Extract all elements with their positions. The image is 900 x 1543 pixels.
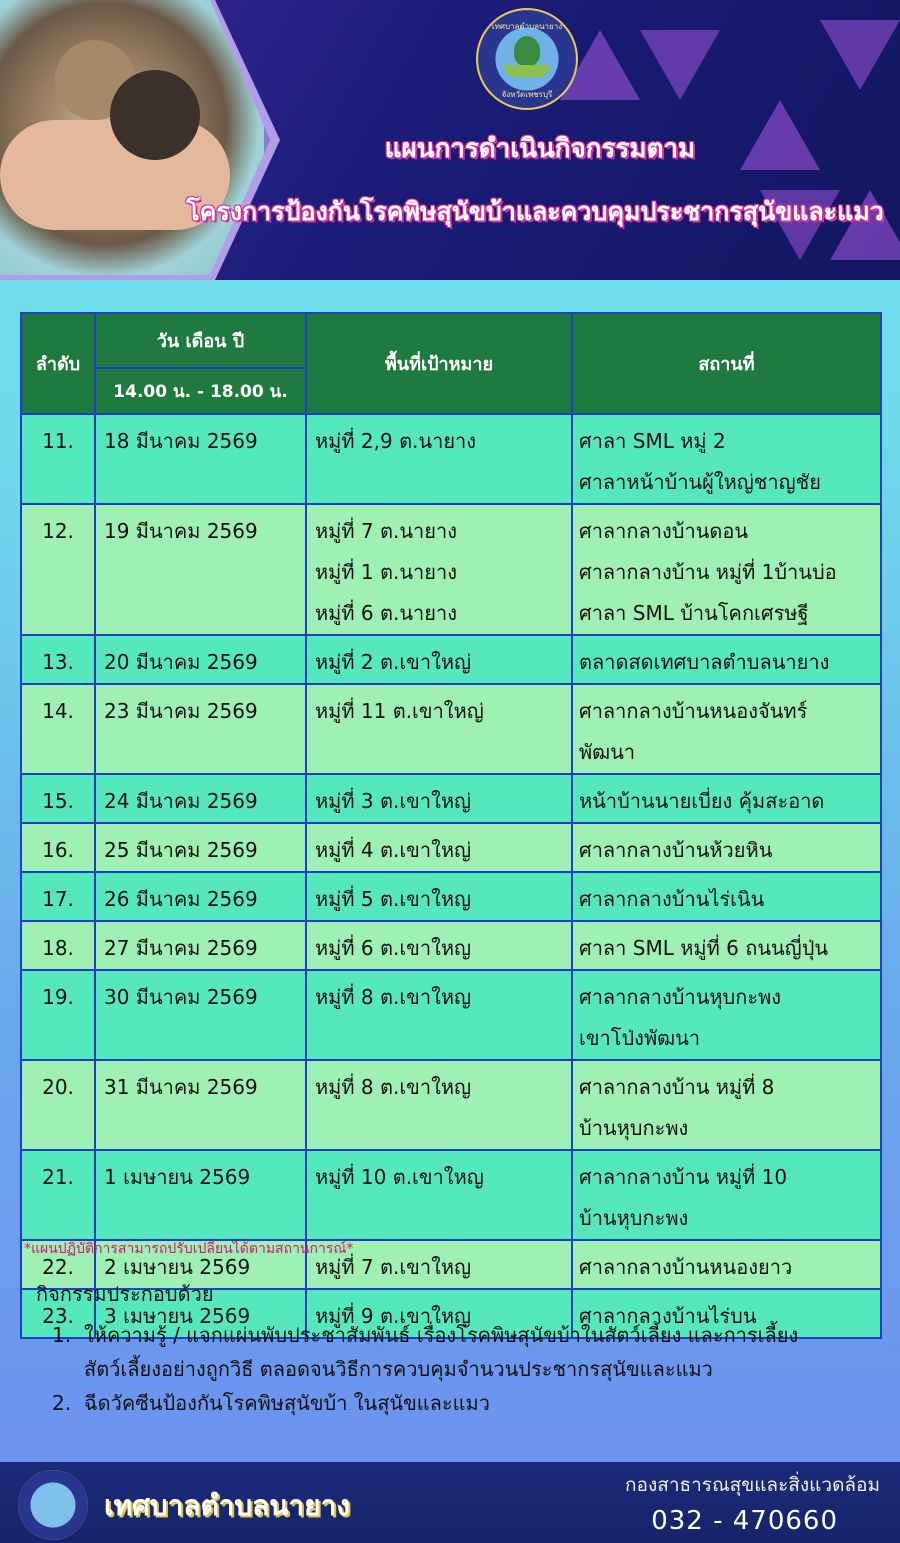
row-date-line: 26 มีนาคม 2569	[104, 887, 258, 911]
row-place-line: ศาลากลางบ้าน หมู่ที่ 1บ้านบ่อ	[579, 560, 837, 584]
row-date-line: 1 เมษายน 2569	[104, 1165, 251, 1189]
row-date-line: 27 มีนาคม 2569	[104, 936, 258, 960]
table-row	[22, 634, 880, 683]
row-date	[96, 971, 307, 1059]
schedule-table	[20, 312, 882, 1339]
row-number-line: 11.	[42, 429, 74, 453]
row-place-line: บ้านหุบกะพง	[579, 1116, 689, 1140]
row-place-line: เขาโป่งพัฒนา	[579, 1026, 701, 1050]
row-date	[96, 873, 307, 920]
footer-phone: 032 - 470660	[651, 1506, 838, 1536]
row-date-line: 24 มีนาคม 2569	[104, 789, 258, 813]
row-date	[96, 775, 307, 822]
row-number	[22, 636, 96, 683]
row-number-line: 16.	[42, 838, 74, 862]
row-area-line: หมู่ที่ 2,9 ต.นายาง	[315, 429, 477, 453]
row-number-line: 13.	[42, 650, 74, 674]
row-area	[307, 1061, 573, 1149]
row-place	[573, 873, 880, 920]
footer-seal-logo	[18, 1470, 88, 1540]
row-area	[307, 415, 573, 503]
activities-list	[36, 1318, 896, 1420]
row-number	[22, 824, 96, 871]
table-header	[22, 314, 880, 413]
row-number-line: 23.	[42, 1304, 74, 1328]
row-date	[96, 685, 307, 773]
row-number	[22, 685, 96, 773]
table-row	[22, 1059, 880, 1149]
decor-triangle	[820, 20, 900, 90]
row-number-line: 19.	[42, 985, 74, 1009]
col-header-date: วัน เดือน ปี	[96, 314, 307, 369]
table-body	[22, 413, 880, 1337]
row-area-line: หมู่ที่ 7 ต.เขาใหญ	[315, 1255, 472, 1279]
row-date-line: 25 มีนาคม 2569	[104, 838, 258, 862]
row-number-line: 21.	[42, 1165, 74, 1189]
row-place-line: ศาลากลางบ้านไร่บน	[579, 1304, 757, 1328]
row-number-line: 15.	[42, 789, 74, 813]
row-place	[573, 922, 880, 969]
row-place-line: ศาลากลางบ้านหนองจันทร์	[579, 699, 808, 723]
row-date-line: 19 มีนาคม 2569	[104, 519, 258, 543]
row-date-line: 20 มีนาคม 2569	[104, 650, 258, 674]
seal-text-bottom: จังหวัดเพชรบุรี	[501, 90, 553, 99]
row-number	[22, 415, 96, 503]
row-place-line: ศาลากลางบ้าน หมู่ที่ 8	[579, 1075, 775, 1099]
row-date-line: 30 มีนาคม 2569	[104, 985, 258, 1009]
row-number-line: 18.	[42, 936, 74, 960]
decor-triangle	[640, 30, 720, 100]
row-area-line: หมู่ที่ 6 ต.เขาใหญ	[315, 936, 472, 960]
col-header-no: ลำดับ	[22, 314, 96, 413]
row-area-line: หมู่ที่ 6 ต.นายาง	[315, 601, 457, 625]
row-number	[22, 971, 96, 1059]
municipality-seal-logo	[478, 10, 576, 108]
row-number-line: 12.	[42, 519, 74, 543]
row-area-line: หมู่ที่ 3 ต.เขาใหญ่	[315, 789, 472, 813]
row-place-line: ตลาดสดเทศบาลตำบลนายาง	[579, 650, 830, 674]
row-area-line: หมู่ที่ 1 ต.นายาง	[315, 560, 457, 584]
row-place-line: ศาลาหน้าบ้านผู้ใหญ่ชาญชัย	[579, 470, 821, 494]
row-area-line: หมู่ที่ 11 ต.เขาใหญ่	[315, 699, 484, 723]
activity-item	[36, 1386, 896, 1420]
activity-item	[36, 1318, 896, 1386]
row-date-line: 31 มีนาคม 2569	[104, 1075, 258, 1099]
activity-text: ฉีดวัคซีนป้องกันโรคพิษสุนัขบ้า ในสุนัขและแมว	[84, 1391, 490, 1415]
footer-department: กองสาธารณสุขและสิ่งแวดล้อม	[625, 1474, 880, 1496]
row-area	[307, 685, 573, 773]
row-date	[96, 1061, 307, 1149]
table-row	[22, 773, 880, 822]
row-area-line: หมู่ที่ 10 ต.เขาใหญ	[315, 1165, 484, 1189]
footer-org-name: เทศบาลตำบลนายาง	[104, 1489, 350, 1522]
row-place-line: บ้านหุบกะพง	[579, 1206, 689, 1230]
row-place	[573, 505, 880, 634]
row-number	[22, 1151, 96, 1239]
page-subtitle: โครงการป้องกันโรคพิษสุนัขบ้าและควบคุมประชากรสุนัขและแมว	[186, 197, 884, 226]
row-area	[307, 873, 573, 920]
row-place	[573, 971, 880, 1059]
row-place-line: ศาลากลางบ้านหุบกะพง	[579, 985, 782, 1009]
row-place-line: ศาลากลางบ้านดอน	[579, 519, 749, 543]
row-date	[96, 415, 307, 503]
table-row	[22, 413, 880, 503]
row-area	[307, 971, 573, 1059]
row-area-line: หมู่ที่ 5 ต.เขาใหญ	[315, 887, 472, 911]
row-place	[573, 1061, 880, 1149]
footer-bar	[0, 1462, 900, 1543]
table-row	[22, 503, 880, 634]
row-place	[573, 1151, 880, 1239]
row-area	[307, 922, 573, 969]
row-place-line: พัฒนา	[579, 740, 636, 764]
row-number-line: 17.	[42, 887, 74, 911]
activity-number: 1.	[52, 1323, 72, 1347]
row-area-line: หมู่ที่ 7 ต.นายาง	[315, 519, 457, 543]
row-place	[573, 685, 880, 773]
row-date	[96, 505, 307, 634]
row-date-line: 3 เมษายน 2569	[104, 1304, 251, 1328]
row-area	[307, 636, 573, 683]
row-place	[573, 636, 880, 683]
row-area-line: หมู่ที่ 9 ต.เขาใหญ	[315, 1304, 472, 1328]
row-area-line: หมู่ที่ 8 ต.เขาใหญ	[315, 985, 472, 1009]
row-area-line: หมู่ที่ 8 ต.เขาใหญ	[315, 1075, 472, 1099]
row-number-line: 20.	[42, 1075, 74, 1099]
header-banner	[0, 0, 900, 280]
row-date	[96, 1151, 307, 1239]
row-number-line: 22.	[42, 1255, 74, 1279]
col-header-area: พื้นที่เป้าหมาย	[307, 314, 573, 413]
row-number	[22, 873, 96, 920]
row-date-line: 23 มีนาคม 2569	[104, 699, 258, 723]
activity-text: สัตว์เลี้ยงอย่างถูกวิธี ตลอดจนวิธีการควบคุมจำนวนประชากรสุนัขและแมว	[84, 1357, 713, 1381]
row-place-line: ศาลา SML หมู่ 2	[579, 429, 726, 453]
schedule-note: *แผนปฏิบัติการสามารถปรับเปลี่ยนได้ตามสถานการณ์*	[24, 1241, 354, 1257]
table-row	[22, 1149, 880, 1239]
table-row	[22, 871, 880, 920]
row-number	[22, 505, 96, 634]
page-title: แผนการดำเนินกิจกรรมตาม	[384, 134, 696, 164]
activities-section	[36, 1278, 896, 1420]
row-date	[96, 922, 307, 969]
activity-number: 2.	[52, 1391, 72, 1415]
col-header-time: 14.00 น. - 18.00 น.	[96, 369, 307, 413]
col-header-place: สถานที่	[698, 354, 755, 375]
table-row	[22, 969, 880, 1059]
row-place	[573, 824, 880, 871]
row-date-line: 2 เมษายน 2569	[104, 1255, 251, 1279]
row-number-line: 14.	[42, 699, 74, 723]
row-area	[307, 505, 573, 634]
row-area	[307, 775, 573, 822]
row-place-line: ศาลา SML หมู่ที่ 6 ถนนญี่ปุ่น	[579, 936, 829, 960]
row-place	[573, 415, 880, 503]
row-place-line: ศาลา SML บ้านโคกเศรษฐี	[579, 601, 809, 625]
row-place	[573, 775, 880, 822]
seal-text-top: เทศบาลตำบลนายาง	[491, 22, 563, 31]
row-number	[22, 775, 96, 822]
row-number	[22, 922, 96, 969]
table-row	[22, 683, 880, 773]
row-area-line: หมู่ที่ 2 ต.เขาใหญ่	[315, 650, 472, 674]
table-row	[22, 920, 880, 969]
row-place-line: ศาลากลางบ้านหนองยาว	[579, 1255, 793, 1279]
row-date	[96, 636, 307, 683]
row-place-line: ศาลากลางบ้าน หมู่ที่ 10	[579, 1165, 788, 1189]
row-date-line: 18 มีนาคม 2569	[104, 429, 258, 453]
row-place-line: หน้าบ้านนายเบี่ยง คุ้มสะอาด	[579, 789, 825, 813]
row-area-line: หมู่ที่ 4 ต.เขาใหญ่	[315, 838, 472, 862]
row-area	[307, 824, 573, 871]
activity-text: ให้ความรู้ / แจกแผ่นพับประชาสัมพันธ์ เรื่องโรคพิษสุนัขบ้าในสัตว์เลี้ยง และการเลี้ยง	[84, 1323, 799, 1347]
row-place-line: ศาลากลางบ้านห้วยหิน	[579, 838, 773, 862]
row-date	[96, 824, 307, 871]
table-row	[22, 822, 880, 871]
activities-heading: กิจกรรมประกอบด้วย	[36, 1282, 214, 1306]
row-number	[22, 1061, 96, 1149]
row-area	[307, 1151, 573, 1239]
row-place-line: ศาลากลางบ้านไร่เนิน	[579, 887, 765, 911]
